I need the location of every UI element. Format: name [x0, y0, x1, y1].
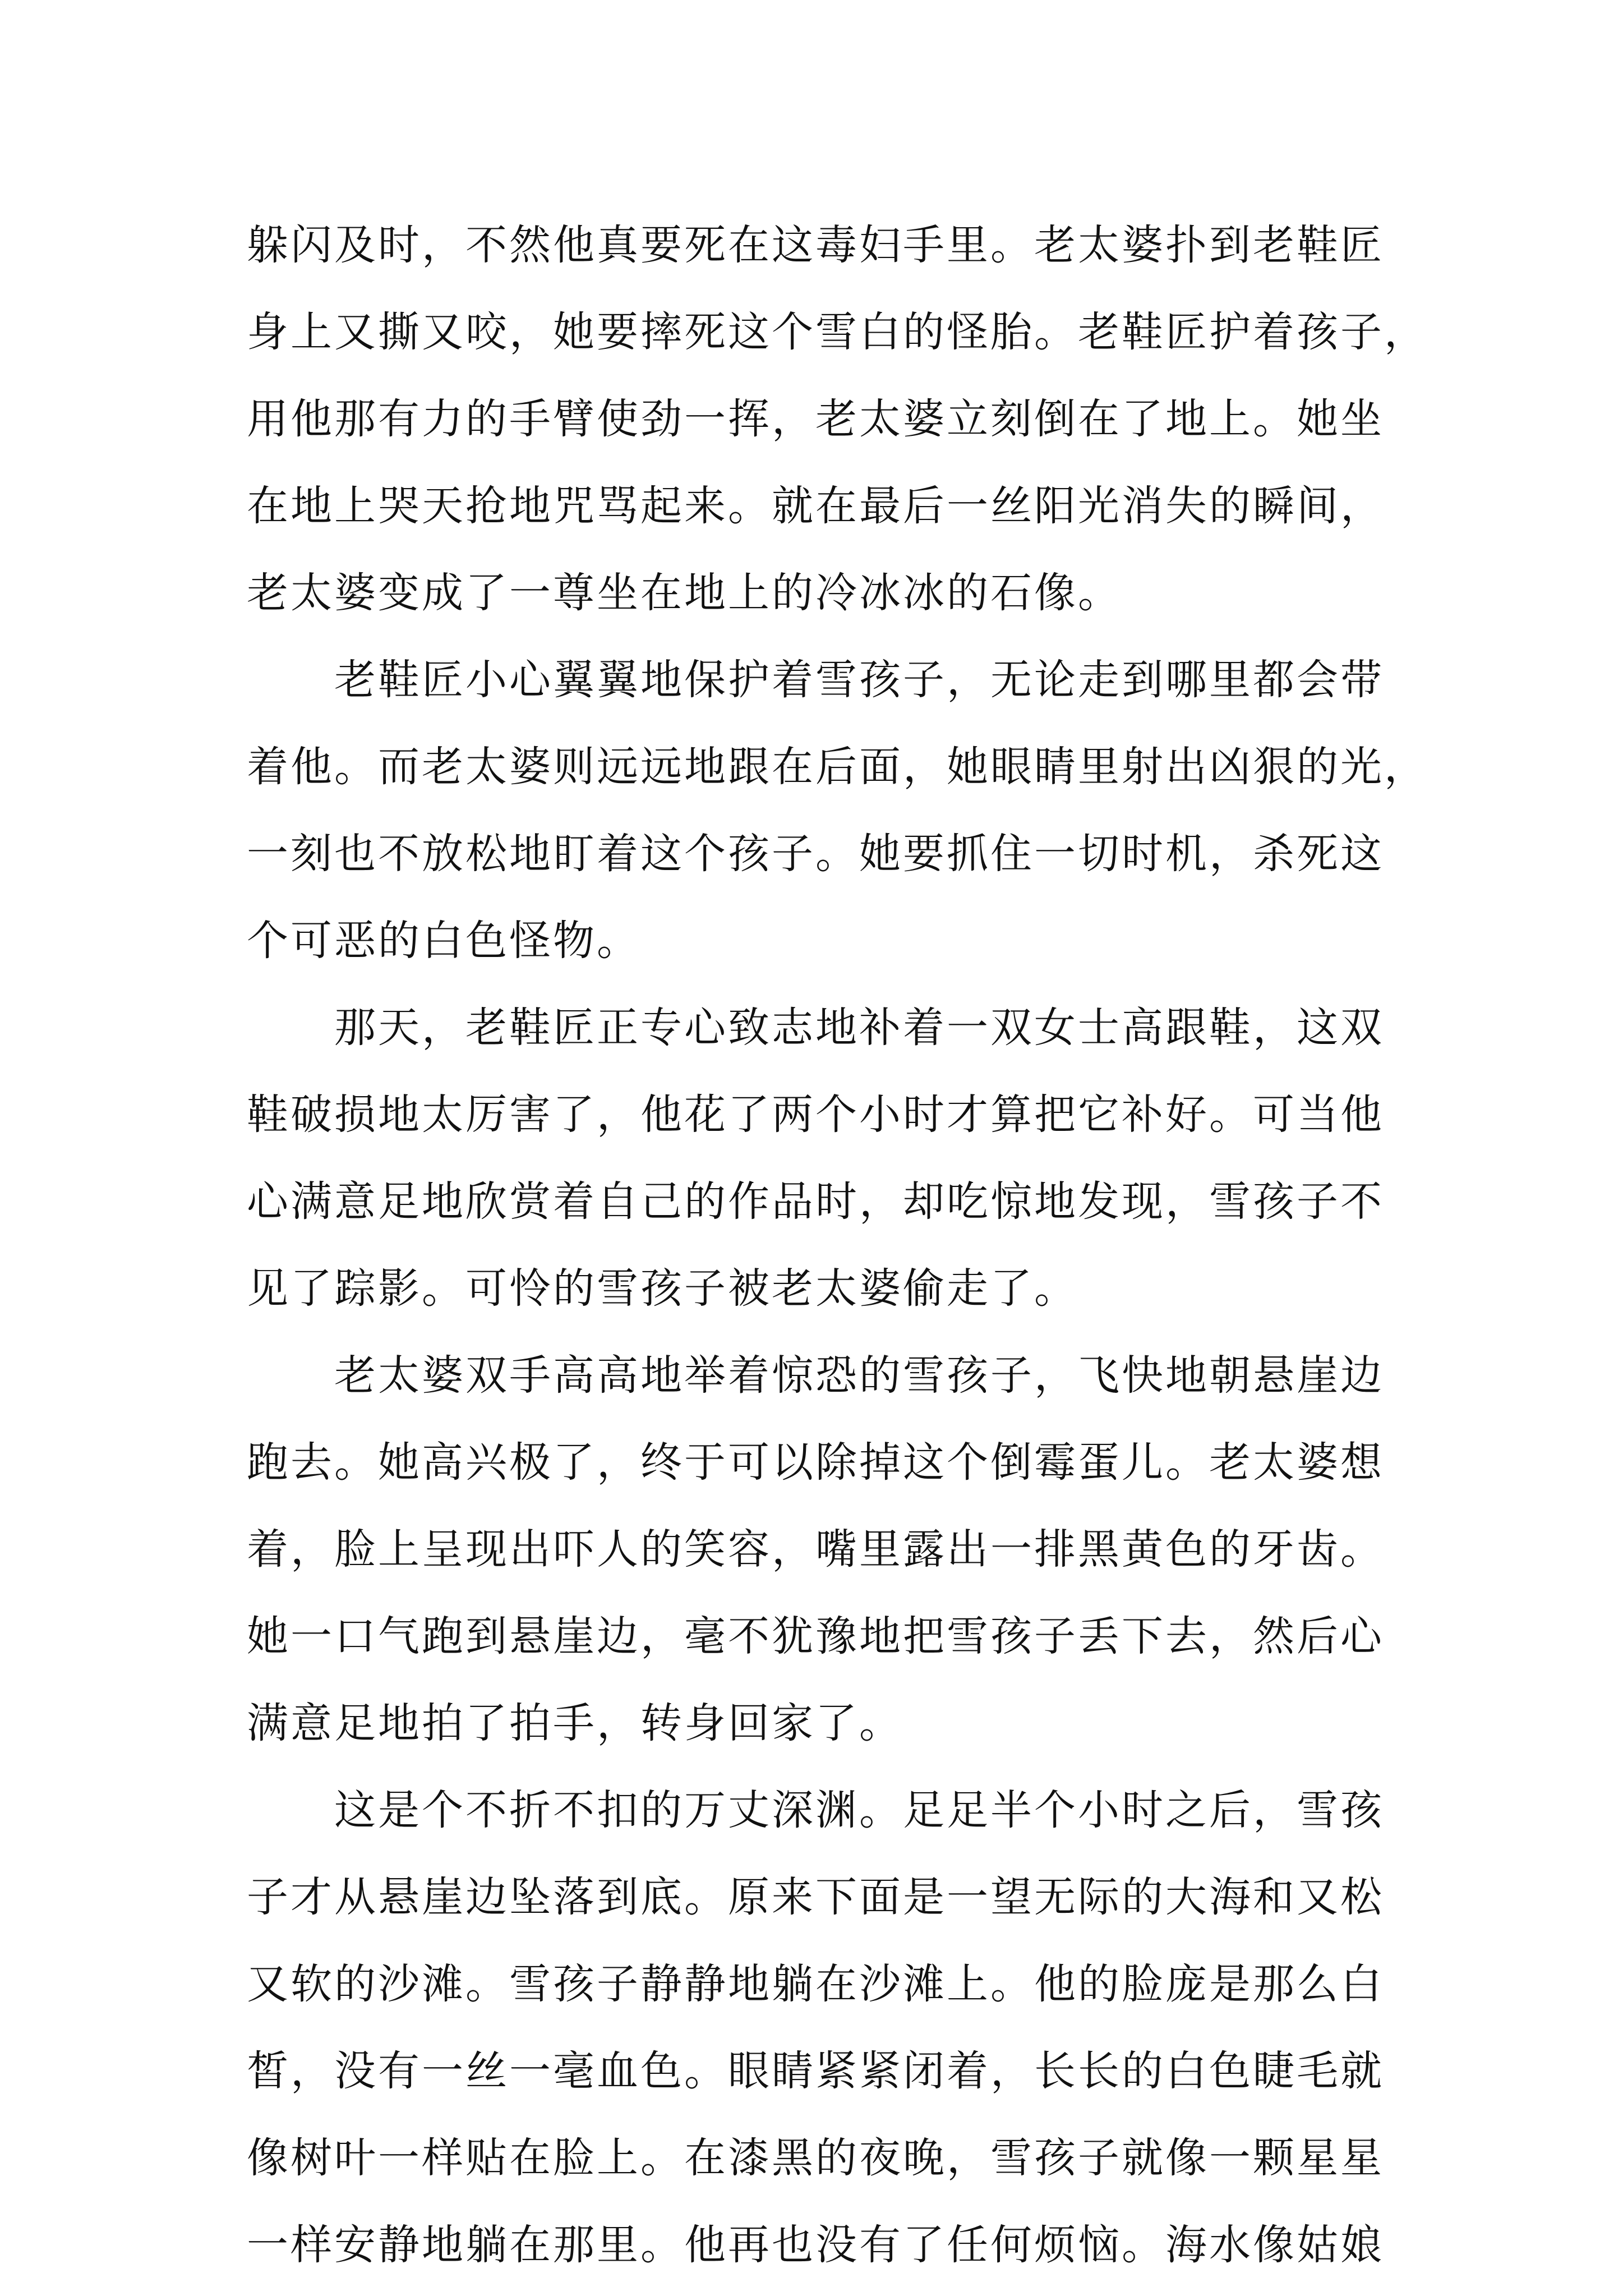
text-line: 用他那有力的手臂使劲一挥，老太婆立刻倒在了地上。她坐	[247, 395, 1384, 443]
text-line: 这是个不折不扣的万丈深渊。足足半个小时之后，雪孩	[334, 1786, 1384, 1834]
text-line: 又软的沙滩。雪孩子静静地躺在沙滩上。他的脸庞是那么白	[247, 1960, 1384, 2008]
paragraph-3	[247, 984, 1391, 1332]
text-line: 鞋破损地太厉害了，他花了两个小时才算把它补好。可当他	[247, 1091, 1384, 1139]
paragraph-2	[247, 637, 1428, 984]
paragraph-5	[247, 1767, 1391, 2289]
text-line: 心满意足地欣赏着自己的作品时，却吃惊地发现，雪孩子不	[247, 1177, 1384, 1226]
text-line: 老鞋匠小心翼翼地保护着雪孩子，无论走到哪里都会带	[334, 656, 1384, 704]
text-line: 个可恶的白色怪物。	[247, 917, 640, 965]
text-line: 着他。而老太婆则远远地跟在后面，她眼睛里射出凶狠的光，	[247, 743, 1428, 791]
text-line: 满意足地拍了拍手，转身回家了。	[247, 1699, 903, 1747]
text-line: 身上又撕又咬，她要摔死这个雪白的怪胎。老鞋匠护着孩子，	[247, 308, 1428, 356]
text-line: 老太婆变成了一尊坐在地上的冷冰冰的石像。	[247, 569, 1122, 617]
text-line: 见了踪影。可怜的雪孩子被老太婆偷走了。	[247, 1264, 1078, 1313]
text-line: 像树叶一样贴在脸上。在漆黑的夜晚，雪孩子就像一颗星星	[247, 2134, 1384, 2182]
text-line: 躲闪及时，不然他真要死在这毒妇手里。老太婆扑到老鞋匠	[247, 221, 1384, 269]
text-line: 跑去。她高兴极了，终于可以除掉这个倒霉蛋儿。老太婆想	[247, 1438, 1384, 1487]
text-line: 皙，没有一丝一毫血色。眼睛紧紧闭着，长长的白色睫毛就	[247, 2047, 1384, 2095]
body-text	[247, 202, 1428, 2289]
text-line: 老太婆双手高高地举着惊恐的雪孩子，飞快地朝悬崖边	[334, 1351, 1384, 1400]
text-line: 在地上哭天抢地咒骂起来。就在最后一丝阳光消失的瞬间，	[247, 482, 1384, 530]
text-line: 她一口气跑到悬崖边，毫不犹豫地把雪孩子丢下去，然后心	[247, 1612, 1384, 1660]
text-line: 一样安静地躺在那里。他再也没有了任何烦恼。海水像姑娘	[247, 2221, 1384, 2269]
text-line: 着，脸上呈现出吓人的笑容，嘴里露出一排黑黄色的牙齿。	[247, 1525, 1384, 1573]
paragraph-4	[247, 1332, 1391, 1767]
paragraph-1	[247, 202, 1428, 637]
text-line: 子才从悬崖边坠落到底。原来下面是一望无际的大海和又松	[247, 1873, 1384, 1921]
text-line: 那天，老鞋匠正专心致志地补着一双女士高跟鞋，这双	[334, 1004, 1384, 1052]
text-line: 一刻也不放松地盯着这个孩子。她要抓住一切时机，杀死这	[247, 830, 1384, 878]
